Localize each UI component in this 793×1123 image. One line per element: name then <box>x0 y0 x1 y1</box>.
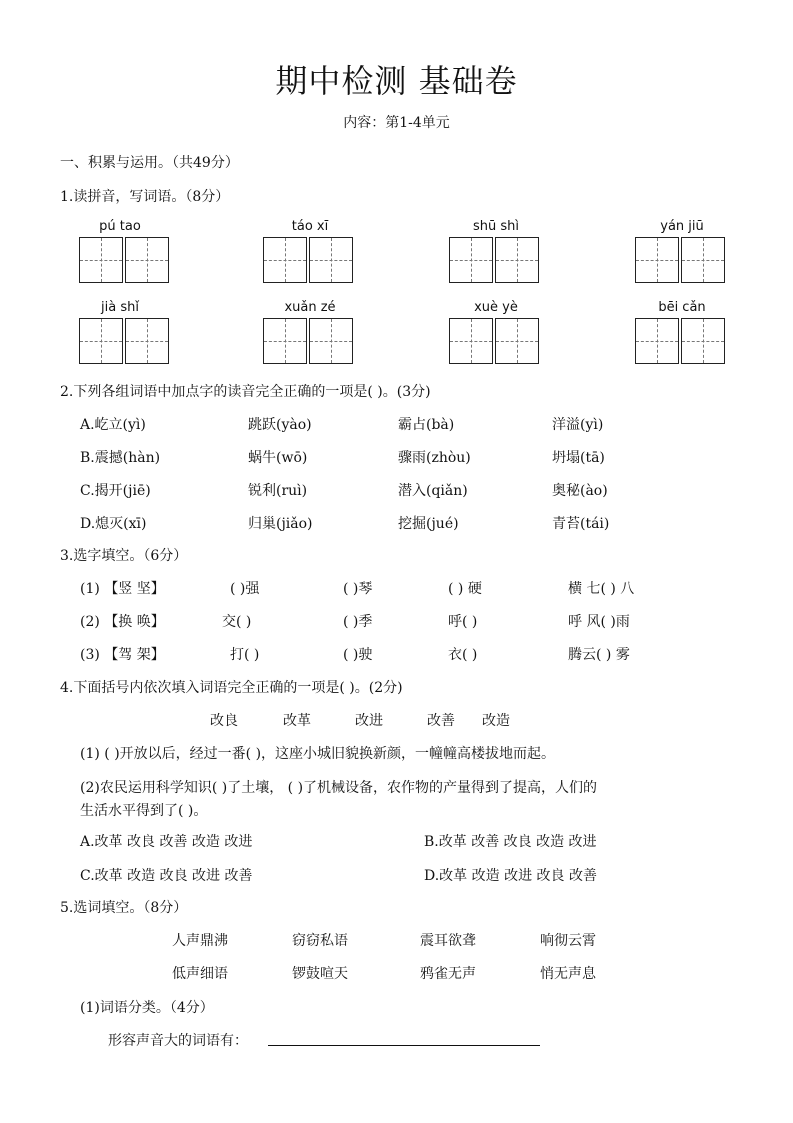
sentence-text: (2)农民运用科学知识( )了土壤， ( )了机械设备，农作物的产量得到了提高，人们的 <box>80 780 598 796</box>
option-item: 青苔(tái) <box>552 516 610 532</box>
option-item[interactable]: B.震撼(hàn) <box>80 450 161 466</box>
pinyin-label: xuǎn zé <box>284 300 336 315</box>
word-bank-item: 响彻云霄 <box>540 933 596 949</box>
word-bank-item: 窃窃私语 <box>292 933 348 949</box>
word-bank-item: 改革 <box>283 713 311 729</box>
question-1-heading: 1.读拼音，写词语。（8分） <box>60 189 230 205</box>
writing-grid[interactable] <box>79 318 169 364</box>
word-bank-item: 改良 <box>210 713 238 729</box>
word-bank-item: 锣鼓喧天 <box>292 966 348 982</box>
writing-cell[interactable] <box>681 237 725 283</box>
fill-blank[interactable]: ( ) 硬 <box>448 581 482 597</box>
writing-grid[interactable] <box>263 237 353 283</box>
word-bank-item: 鸦雀无声 <box>420 966 476 982</box>
fill-blank[interactable]: 打( ) <box>230 647 260 663</box>
option-item: 挖掘(jué) <box>398 516 459 532</box>
writing-cell[interactable] <box>495 237 539 283</box>
option-item[interactable]: D.熄灭(xī) <box>80 516 147 532</box>
fill-blank[interactable]: 呼( ) <box>448 614 478 630</box>
option-item: 洋溢(yì) <box>552 417 604 433</box>
choice-group: (3) 【驾 架】 <box>80 647 165 663</box>
writing-cell[interactable] <box>263 318 307 364</box>
sub-question-heading: (1)词语分类。（4分） <box>80 1000 214 1016</box>
word-bank-item: 改进 <box>355 713 383 729</box>
writing-grid[interactable] <box>79 237 169 283</box>
pinyin-label: jià shǐ <box>101 300 139 315</box>
option-item: 归巢(jiǎo) <box>248 516 313 532</box>
choice-group: (1) 【竖 坚】 <box>80 581 165 597</box>
writing-grid[interactable] <box>635 318 725 364</box>
writing-cell[interactable] <box>309 237 353 283</box>
fill-blank[interactable]: ( )琴 <box>343 581 373 597</box>
writing-cell[interactable] <box>125 237 169 283</box>
fill-blank[interactable]: ( )驶 <box>343 647 373 663</box>
page-subtitle: 内容：第1-4单元 <box>343 115 450 131</box>
question-2-heading: 2.下列各组词语中加点字的读音完全正确的一项是( )。(3分) <box>60 384 431 400</box>
option-item: 锐利(ruì) <box>248 483 308 499</box>
question-5-heading: 5.选词填空。（8分） <box>60 900 188 916</box>
word-bank-item: 改善 <box>427 713 455 729</box>
pinyin-label: pú tao <box>99 219 141 234</box>
writing-cell[interactable] <box>79 237 123 283</box>
answer-line[interactable] <box>268 1045 540 1046</box>
section-heading: 一、积累与运用。（共49分） <box>60 155 239 171</box>
writing-cell[interactable] <box>309 318 353 364</box>
sentence-text: 生活水平得到了( )。 <box>80 803 208 819</box>
fill-blank[interactable]: 交( ) <box>222 614 252 630</box>
writing-cell[interactable] <box>495 318 539 364</box>
option-item: 蜗牛(wō) <box>248 450 308 466</box>
writing-cell[interactable] <box>635 318 679 364</box>
word-bank-item: 低声细语 <box>172 966 228 982</box>
word-bank-item: 悄无声息 <box>540 966 596 982</box>
fill-blank[interactable]: 腾云( ) 雾 <box>568 647 630 663</box>
option-item[interactable]: B.改革 改善 改良 改造 改进 <box>424 834 597 850</box>
writing-cell[interactable] <box>125 318 169 364</box>
option-item[interactable]: A.改革 改良 改善 改造 改进 <box>80 834 253 850</box>
option-item: 坍塌(tā) <box>552 450 605 466</box>
pinyin-label: bēi cǎn <box>658 300 706 315</box>
writing-grid[interactable] <box>449 318 539 364</box>
word-bank-item: 震耳欲聋 <box>420 933 476 949</box>
fill-blank[interactable]: ( )强 <box>230 581 260 597</box>
fill-blank[interactable]: ( )季 <box>343 614 373 630</box>
option-item[interactable]: C.揭开(jiē) <box>80 483 151 499</box>
fill-blank[interactable]: 呼 风( )雨 <box>568 614 630 630</box>
writing-cell[interactable] <box>635 237 679 283</box>
option-item: 霸占(bà) <box>398 417 455 433</box>
option-item: 奥秘(ào) <box>552 483 608 499</box>
sentence-text: (1) ( )开放以后，经过一番( )，这座小城旧貌换新颜，一幢幢高楼拔地而起。 <box>80 746 556 762</box>
option-item: 潜入(qiǎn) <box>398 483 468 499</box>
question-3-heading: 3.选字填空。（6分） <box>60 548 188 564</box>
writing-grid[interactable] <box>635 237 725 283</box>
pinyin-label: xuè yè <box>474 300 518 315</box>
writing-grid[interactable] <box>449 237 539 283</box>
writing-grid[interactable] <box>263 318 353 364</box>
option-item[interactable]: D.改革 改造 改进 改良 改善 <box>424 868 597 884</box>
option-item[interactable]: C.改革 改造 改良 改进 改善 <box>80 868 253 884</box>
question-4-heading: 4.下面括号内依次填入词语完全正确的一项是( )。(2分) <box>60 680 403 696</box>
option-item: 跳跃(yào) <box>248 417 312 433</box>
word-bank-item: 人声鼎沸 <box>172 933 228 949</box>
fill-blank[interactable]: 衣( ) <box>448 647 478 663</box>
writing-cell[interactable] <box>449 237 493 283</box>
writing-cell[interactable] <box>449 318 493 364</box>
choice-group: (2) 【换 唤】 <box>80 614 165 630</box>
option-item: 骤雨(zhòu) <box>398 450 471 466</box>
option-item[interactable]: A.屹立(yì) <box>80 417 146 433</box>
fill-blank[interactable]: 横 七( ) 八 <box>568 581 635 597</box>
pinyin-label: táo xī <box>291 219 329 234</box>
page-title: 期中检测 基础卷 <box>275 62 518 100</box>
writing-cell[interactable] <box>681 318 725 364</box>
writing-cell[interactable] <box>79 318 123 364</box>
word-bank-item: 改造 <box>482 713 510 729</box>
pinyin-label: shū shì <box>472 219 519 234</box>
fill-prompt: 形容声音大的词语有： <box>108 1033 248 1049</box>
writing-cell[interactable] <box>263 237 307 283</box>
pinyin-label: yán jiū <box>660 219 704 234</box>
